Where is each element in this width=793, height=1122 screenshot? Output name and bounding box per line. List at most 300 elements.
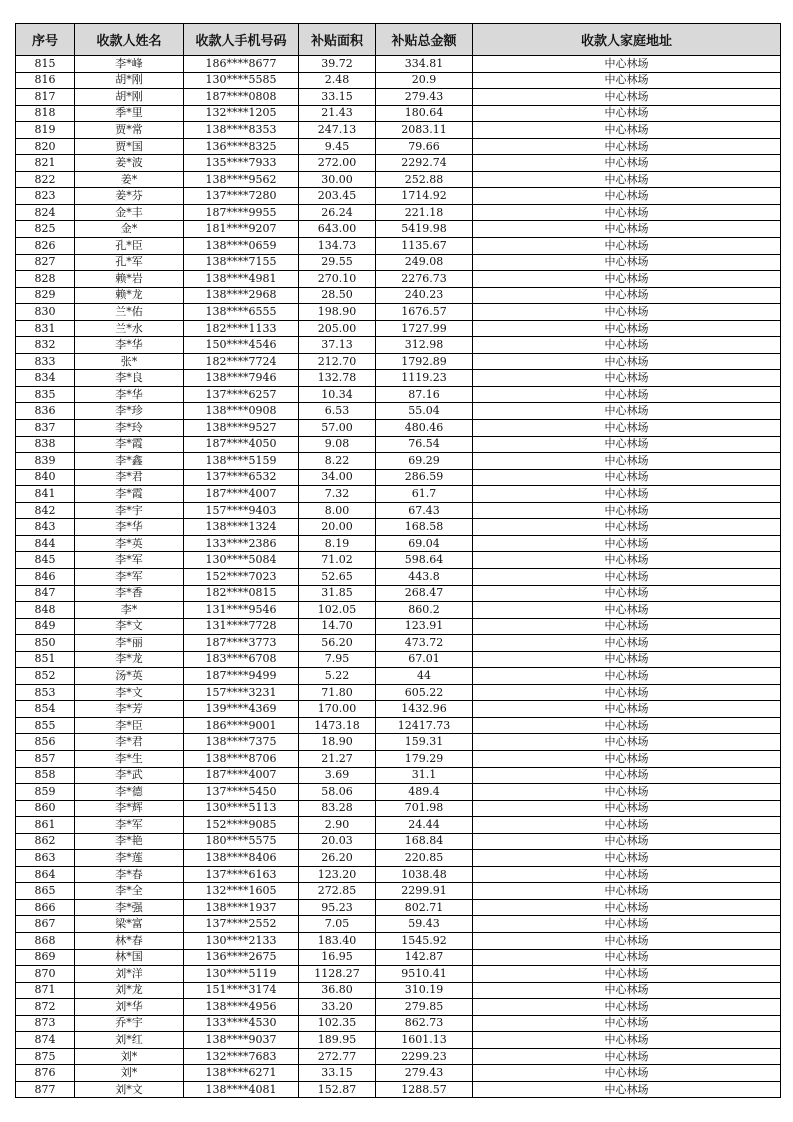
cell-subsidy-amount: 286.59: [376, 469, 473, 486]
header-subsidy-amount: 补贴总金额: [376, 24, 473, 56]
cell-serial-no: 870: [16, 966, 75, 983]
cell-payee-address: 中心林场: [473, 519, 781, 536]
cell-payee-name: 李*军: [75, 552, 184, 569]
cell-serial-no: 852: [16, 668, 75, 685]
cell-payee-name: 李*英: [75, 535, 184, 552]
cell-subsidy-amount: 1038.48: [376, 866, 473, 883]
cell-subsidy-area: 7.05: [299, 916, 376, 933]
cell-serial-no: 842: [16, 502, 75, 519]
cell-payee-name: 姜*波: [75, 155, 184, 172]
table-row: [16, 453, 781, 470]
cell-subsidy-area: 272.00: [299, 155, 376, 172]
cell-payee-address: 中心林场: [473, 668, 781, 685]
cell-payee-address: 中心林场: [473, 254, 781, 271]
cell-payee-name: 李*玲: [75, 420, 184, 437]
cell-subsidy-area: 29.55: [299, 254, 376, 271]
cell-payee-address: 中心林场: [473, 337, 781, 354]
cell-payee-name: 李*珍: [75, 403, 184, 420]
cell-payee-name: 孔*臣: [75, 238, 184, 255]
cell-payee-address: 中心林场: [473, 486, 781, 503]
cell-serial-no: 817: [16, 89, 75, 106]
cell-subsidy-area: 26.20: [299, 850, 376, 867]
cell-payee-phone: 132****7683: [184, 1048, 299, 1065]
cell-serial-no: 834: [16, 370, 75, 387]
cell-payee-phone: 130****5585: [184, 72, 299, 89]
cell-subsidy-amount: 61.7: [376, 486, 473, 503]
cell-payee-phone: 182****7724: [184, 353, 299, 370]
cell-payee-phone: 138****4956: [184, 999, 299, 1016]
cell-payee-phone: 133****2386: [184, 535, 299, 552]
cell-payee-name: 赖*龙: [75, 287, 184, 304]
cell-subsidy-area: 170.00: [299, 701, 376, 718]
cell-payee-name: 刘*洋: [75, 966, 184, 983]
cell-payee-address: 中心林场: [473, 436, 781, 453]
cell-payee-name: 李*霞: [75, 436, 184, 453]
cell-payee-phone: 130****5113: [184, 800, 299, 817]
cell-payee-name: 金*丰: [75, 204, 184, 221]
cell-subsidy-amount: 12417.73: [376, 717, 473, 734]
table-row: [16, 784, 781, 801]
cell-subsidy-amount: 67.43: [376, 502, 473, 519]
table-row: [16, 552, 781, 569]
cell-subsidy-area: 1128.27: [299, 966, 376, 983]
cell-serial-no: 851: [16, 651, 75, 668]
cell-subsidy-amount: 20.9: [376, 72, 473, 89]
cell-serial-no: 853: [16, 684, 75, 701]
cell-payee-phone: 137****6163: [184, 866, 299, 883]
cell-payee-phone: 132****1205: [184, 105, 299, 122]
cell-subsidy-area: 9.08: [299, 436, 376, 453]
cell-payee-phone: 139****4369: [184, 701, 299, 718]
table-header: [16, 24, 781, 56]
cell-payee-address: 中心林场: [473, 552, 781, 569]
cell-serial-no: 825: [16, 221, 75, 238]
cell-subsidy-amount: 168.84: [376, 833, 473, 850]
cell-payee-address: 中心林场: [473, 188, 781, 205]
table-row: [16, 519, 781, 536]
cell-payee-name: 刘*: [75, 1065, 184, 1082]
header-payee-address: 收款人家庭地址: [473, 24, 781, 56]
cell-subsidy-amount: 701.98: [376, 800, 473, 817]
cell-serial-no: 819: [16, 122, 75, 139]
cell-serial-no: 828: [16, 271, 75, 288]
cell-payee-address: 中心林场: [473, 420, 781, 437]
cell-payee-name: 姜*: [75, 171, 184, 188]
cell-payee-address: 中心林场: [473, 1065, 781, 1082]
cell-payee-phone: 152****7023: [184, 568, 299, 585]
cell-payee-name: 刘*文: [75, 1081, 184, 1098]
cell-serial-no: 865: [16, 883, 75, 900]
cell-serial-no: 821: [16, 155, 75, 172]
cell-payee-name: 兰*佑: [75, 304, 184, 321]
cell-payee-name: 姜*芬: [75, 188, 184, 205]
cell-subsidy-amount: 480.46: [376, 420, 473, 437]
cell-subsidy-amount: 69.04: [376, 535, 473, 552]
table-row: [16, 734, 781, 751]
cell-payee-address: 中心林场: [473, 684, 781, 701]
cell-subsidy-amount: 2299.91: [376, 883, 473, 900]
cell-payee-phone: 130****5119: [184, 966, 299, 983]
header-row: [16, 24, 781, 56]
cell-subsidy-area: 643.00: [299, 221, 376, 238]
cell-serial-no: 829: [16, 287, 75, 304]
header-payee-phone: 收款人手机号码: [184, 24, 299, 56]
cell-payee-phone: 138****5159: [184, 453, 299, 470]
cell-payee-address: 中心林场: [473, 171, 781, 188]
cell-subsidy-amount: 862.73: [376, 1015, 473, 1032]
cell-payee-phone: 131****9546: [184, 602, 299, 619]
cell-payee-phone: 180****5575: [184, 833, 299, 850]
cell-serial-no: 877: [16, 1081, 75, 1098]
cell-payee-name: 汤*英: [75, 668, 184, 685]
cell-payee-phone: 186****8677: [184, 56, 299, 73]
cell-subsidy-amount: 44: [376, 668, 473, 685]
cell-payee-address: 中心林场: [473, 916, 781, 933]
cell-payee-address: 中心林场: [473, 651, 781, 668]
cell-subsidy-amount: 312.98: [376, 337, 473, 354]
cell-payee-address: 中心林场: [473, 320, 781, 337]
cell-subsidy-amount: 489.4: [376, 784, 473, 801]
cell-payee-address: 中心林场: [473, 204, 781, 221]
cell-serial-no: 859: [16, 784, 75, 801]
cell-serial-no: 876: [16, 1065, 75, 1082]
cell-subsidy-amount: 179.29: [376, 750, 473, 767]
cell-subsidy-area: 33.15: [299, 89, 376, 106]
cell-subsidy-amount: 1727.99: [376, 320, 473, 337]
cell-payee-phone: 138****6555: [184, 304, 299, 321]
cell-payee-phone: 138****9037: [184, 1032, 299, 1049]
table-row: [16, 353, 781, 370]
cell-subsidy-area: 30.00: [299, 171, 376, 188]
cell-subsidy-amount: 268.47: [376, 585, 473, 602]
cell-payee-phone: 138****7946: [184, 370, 299, 387]
cell-subsidy-area: 18.90: [299, 734, 376, 751]
table-row: [16, 1015, 781, 1032]
cell-payee-name: 李*臣: [75, 717, 184, 734]
cell-payee-name: 李*辉: [75, 800, 184, 817]
cell-payee-name: 李*春: [75, 866, 184, 883]
cell-subsidy-amount: 2299.23: [376, 1048, 473, 1065]
table-row: [16, 750, 781, 767]
table-row: [16, 684, 781, 701]
cell-serial-no: 862: [16, 833, 75, 850]
cell-payee-address: 中心林场: [473, 1048, 781, 1065]
cell-payee-address: 中心林场: [473, 535, 781, 552]
cell-payee-phone: 137****6532: [184, 469, 299, 486]
cell-serial-no: 872: [16, 999, 75, 1016]
cell-payee-address: 中心林场: [473, 784, 781, 801]
cell-payee-address: 中心林场: [473, 304, 781, 321]
table-row: [16, 403, 781, 420]
cell-payee-address: 中心林场: [473, 568, 781, 585]
cell-payee-name: 金*: [75, 221, 184, 238]
cell-subsidy-area: 272.77: [299, 1048, 376, 1065]
cell-payee-phone: 135****7933: [184, 155, 299, 172]
cell-subsidy-amount: 180.64: [376, 105, 473, 122]
cell-subsidy-area: 71.80: [299, 684, 376, 701]
cell-serial-no: 854: [16, 701, 75, 718]
cell-payee-phone: 138****0659: [184, 238, 299, 255]
cell-serial-no: 847: [16, 585, 75, 602]
table-row: [16, 469, 781, 486]
cell-payee-phone: 138****4081: [184, 1081, 299, 1098]
cell-subsidy-amount: 9510.41: [376, 966, 473, 983]
cell-serial-no: 843: [16, 519, 75, 536]
table-row: [16, 254, 781, 271]
cell-payee-address: 中心林场: [473, 238, 781, 255]
cell-serial-no: 836: [16, 403, 75, 420]
cell-payee-phone: 187****9499: [184, 668, 299, 685]
cell-payee-address: 中心林场: [473, 403, 781, 420]
cell-serial-no: 824: [16, 204, 75, 221]
table-row: [16, 271, 781, 288]
cell-payee-phone: 187****3773: [184, 635, 299, 652]
table-row: [16, 89, 781, 106]
cell-payee-name: 兰*水: [75, 320, 184, 337]
table-row: [16, 304, 781, 321]
cell-payee-name: 张*: [75, 353, 184, 370]
cell-serial-no: 830: [16, 304, 75, 321]
cell-payee-name: 李*军: [75, 568, 184, 585]
cell-payee-name: 李*龙: [75, 651, 184, 668]
cell-subsidy-area: 14.70: [299, 618, 376, 635]
table-row: [16, 966, 781, 983]
cell-payee-phone: 138****6271: [184, 1065, 299, 1082]
cell-payee-name: 李*德: [75, 784, 184, 801]
cell-payee-phone: 151****3174: [184, 982, 299, 999]
cell-payee-address: 中心林场: [473, 138, 781, 155]
cell-subsidy-area: 8.00: [299, 502, 376, 519]
cell-serial-no: 839: [16, 453, 75, 470]
cell-subsidy-area: 20.03: [299, 833, 376, 850]
cell-subsidy-area: 52.65: [299, 568, 376, 585]
cell-payee-address: 中心林场: [473, 932, 781, 949]
cell-serial-no: 849: [16, 618, 75, 635]
cell-payee-phone: 187****0808: [184, 89, 299, 106]
cell-subsidy-amount: 473.72: [376, 635, 473, 652]
cell-subsidy-area: 33.20: [299, 999, 376, 1016]
cell-payee-name: 胡*刚: [75, 89, 184, 106]
table-row: [16, 155, 781, 172]
cell-payee-address: 中心林场: [473, 287, 781, 304]
cell-payee-address: 中心林场: [473, 353, 781, 370]
cell-payee-address: 中心林场: [473, 56, 781, 73]
cell-payee-phone: 182****1133: [184, 320, 299, 337]
cell-serial-no: 850: [16, 635, 75, 652]
header-serial-no: 序号: [16, 24, 75, 56]
cell-payee-phone: 132****1605: [184, 883, 299, 900]
table-row: [16, 850, 781, 867]
cell-payee-phone: 136****8325: [184, 138, 299, 155]
cell-subsidy-area: 198.90: [299, 304, 376, 321]
cell-serial-no: 866: [16, 899, 75, 916]
cell-payee-phone: 152****9085: [184, 817, 299, 834]
cell-subsidy-area: 57.00: [299, 420, 376, 437]
cell-subsidy-area: 8.22: [299, 453, 376, 470]
cell-subsidy-area: 2.48: [299, 72, 376, 89]
cell-payee-phone: 181****9207: [184, 221, 299, 238]
cell-subsidy-amount: 1601.13: [376, 1032, 473, 1049]
cell-subsidy-area: 21.27: [299, 750, 376, 767]
cell-payee-name: 季*里: [75, 105, 184, 122]
cell-payee-name: 李*文: [75, 618, 184, 635]
cell-serial-no: 845: [16, 552, 75, 569]
table-row: [16, 701, 781, 718]
cell-subsidy-area: 203.45: [299, 188, 376, 205]
cell-payee-name: 李*华: [75, 337, 184, 354]
table-row: [16, 651, 781, 668]
cell-subsidy-area: 5.22: [299, 668, 376, 685]
cell-payee-address: 中心林场: [473, 386, 781, 403]
cell-payee-address: 中心林场: [473, 635, 781, 652]
cell-payee-phone: 130****5084: [184, 552, 299, 569]
cell-payee-address: 中心林场: [473, 750, 781, 767]
cell-subsidy-amount: 221.18: [376, 204, 473, 221]
cell-subsidy-area: 71.02: [299, 552, 376, 569]
cell-subsidy-area: 8.19: [299, 535, 376, 552]
cell-subsidy-area: 83.28: [299, 800, 376, 817]
cell-serial-no: 873: [16, 1015, 75, 1032]
table-row: [16, 932, 781, 949]
cell-subsidy-amount: 24.44: [376, 817, 473, 834]
cell-serial-no: 857: [16, 750, 75, 767]
cell-payee-name: 李*生: [75, 750, 184, 767]
cell-serial-no: 868: [16, 932, 75, 949]
cell-payee-name: 刘*红: [75, 1032, 184, 1049]
table-row: [16, 502, 781, 519]
table-row: [16, 1081, 781, 1098]
cell-payee-phone: 130****2133: [184, 932, 299, 949]
cell-payee-name: 林*国: [75, 949, 184, 966]
table-row: [16, 436, 781, 453]
cell-serial-no: 861: [16, 817, 75, 834]
cell-subsidy-amount: 1676.57: [376, 304, 473, 321]
table-row: [16, 1048, 781, 1065]
table-row: [16, 635, 781, 652]
cell-subsidy-amount: 1432.96: [376, 701, 473, 718]
cell-serial-no: 841: [16, 486, 75, 503]
cell-subsidy-area: 20.00: [299, 519, 376, 536]
table-row: [16, 1032, 781, 1049]
table-row: [16, 105, 781, 122]
cell-subsidy-area: 9.45: [299, 138, 376, 155]
cell-serial-no: 867: [16, 916, 75, 933]
cell-subsidy-amount: 860.2: [376, 602, 473, 619]
table-row: [16, 949, 781, 966]
cell-payee-address: 中心林场: [473, 105, 781, 122]
cell-subsidy-area: 6.53: [299, 403, 376, 420]
table-row: [16, 1065, 781, 1082]
cell-subsidy-amount: 1135.67: [376, 238, 473, 255]
cell-payee-phone: 138****2968: [184, 287, 299, 304]
cell-payee-phone: 186****9001: [184, 717, 299, 734]
cell-payee-phone: 187****4007: [184, 767, 299, 784]
cell-payee-phone: 138****8353: [184, 122, 299, 139]
cell-subsidy-area: 272.85: [299, 883, 376, 900]
table-row: [16, 982, 781, 999]
cell-subsidy-area: 102.35: [299, 1015, 376, 1032]
cell-payee-address: 中心林场: [473, 618, 781, 635]
cell-subsidy-amount: 2276.73: [376, 271, 473, 288]
cell-subsidy-amount: 87.16: [376, 386, 473, 403]
cell-payee-name: 李*强: [75, 899, 184, 916]
cell-payee-phone: 138****8406: [184, 850, 299, 867]
cell-payee-address: 中心林场: [473, 1032, 781, 1049]
cell-subsidy-area: 189.95: [299, 1032, 376, 1049]
cell-subsidy-area: 134.73: [299, 238, 376, 255]
cell-payee-name: 胡*刚: [75, 72, 184, 89]
cell-payee-phone: 138****1324: [184, 519, 299, 536]
cell-serial-no: 871: [16, 982, 75, 999]
cell-payee-name: 李*芳: [75, 701, 184, 718]
cell-serial-no: 863: [16, 850, 75, 867]
table-row: [16, 916, 781, 933]
cell-serial-no: 844: [16, 535, 75, 552]
cell-serial-no: 835: [16, 386, 75, 403]
cell-payee-name: 刘*华: [75, 999, 184, 1016]
cell-serial-no: 815: [16, 56, 75, 73]
cell-subsidy-amount: 802.71: [376, 899, 473, 916]
cell-serial-no: 858: [16, 767, 75, 784]
cell-subsidy-amount: 79.66: [376, 138, 473, 155]
cell-payee-phone: 187****4050: [184, 436, 299, 453]
cell-payee-phone: 187****4007: [184, 486, 299, 503]
cell-subsidy-amount: 598.64: [376, 552, 473, 569]
cell-serial-no: 856: [16, 734, 75, 751]
cell-payee-phone: 138****0908: [184, 403, 299, 420]
cell-payee-address: 中心林场: [473, 899, 781, 916]
table-row: [16, 800, 781, 817]
cell-payee-name: 梁*富: [75, 916, 184, 933]
table-row: [16, 204, 781, 221]
cell-payee-address: 中心林场: [473, 453, 781, 470]
table-row: [16, 999, 781, 1016]
cell-payee-address: 中心林场: [473, 72, 781, 89]
cell-payee-address: 中心林场: [473, 1081, 781, 1098]
cell-payee-phone: 133****4530: [184, 1015, 299, 1032]
cell-payee-name: 李*君: [75, 469, 184, 486]
cell-subsidy-amount: 1792.89: [376, 353, 473, 370]
cell-payee-phone: 131****7728: [184, 618, 299, 635]
table-row: [16, 883, 781, 900]
cell-subsidy-amount: 67.01: [376, 651, 473, 668]
subsidy-table: [15, 23, 781, 1098]
cell-subsidy-area: 36.80: [299, 982, 376, 999]
cell-subsidy-amount: 31.1: [376, 767, 473, 784]
cell-payee-address: 中心林场: [473, 866, 781, 883]
cell-payee-phone: 137****7280: [184, 188, 299, 205]
cell-subsidy-area: 37.13: [299, 337, 376, 354]
cell-payee-address: 中心林场: [473, 833, 781, 850]
cell-payee-phone: 136****2675: [184, 949, 299, 966]
cell-subsidy-area: 183.40: [299, 932, 376, 949]
table-row: [16, 535, 781, 552]
cell-subsidy-area: 1473.18: [299, 717, 376, 734]
cell-subsidy-area: 3.69: [299, 767, 376, 784]
cell-subsidy-amount: 279.43: [376, 89, 473, 106]
cell-payee-name: 李*丽: [75, 635, 184, 652]
cell-serial-no: 855: [16, 717, 75, 734]
cell-serial-no: 833: [16, 353, 75, 370]
cell-payee-address: 中心林场: [473, 999, 781, 1016]
cell-subsidy-amount: 1545.92: [376, 932, 473, 949]
cell-payee-name: 李*华: [75, 386, 184, 403]
cell-payee-phone: 138****4981: [184, 271, 299, 288]
table-row: [16, 717, 781, 734]
cell-subsidy-area: 21.43: [299, 105, 376, 122]
cell-payee-name: 李*华: [75, 519, 184, 536]
cell-payee-address: 中心林场: [473, 850, 781, 867]
